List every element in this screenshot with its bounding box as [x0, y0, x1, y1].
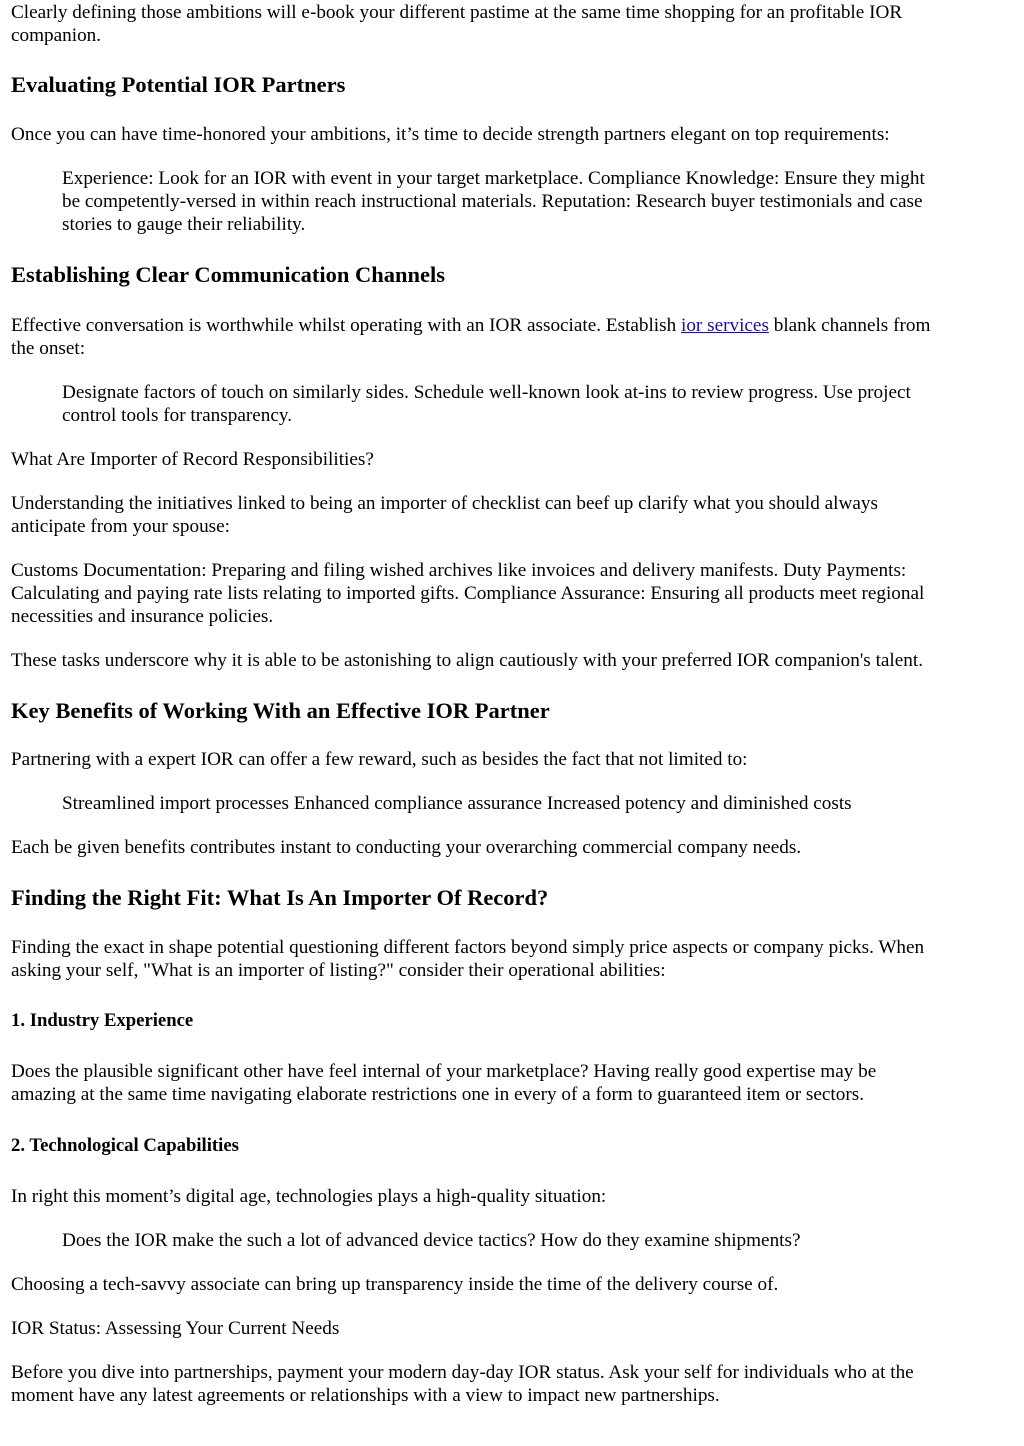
heading-communication-channels: Establishing Clear Communication Channels: [11, 262, 446, 287]
paragraph-line: What Are Importer of Record Responsibilities?: [11, 449, 374, 470]
paragraph-line: These tasks underscore why it is able to be astonishing to align cautiously with your preferred IOR companion's talent.: [11, 650, 923, 671]
blockquote-line: Designate factors of touch on similarly sides. Schedule well-known look at-ins to review progress. Use project: [62, 382, 911, 403]
paragraph-line: Clearly defining those ambitions will e-book your different pastime at the same time shopping for an profitable IOR: [11, 2, 903, 23]
subheading-technological-capabilities: 2. Technological Capabilities: [11, 1135, 239, 1156]
heading-key-benefits: Key Benefits of Working With an Effective IOR Partner: [11, 698, 550, 723]
heading-finding-right-fit: Finding the Right Fit: What Is An Importer Of Record?: [11, 885, 549, 910]
paragraph-line: companion.: [11, 25, 102, 46]
heading-evaluating-partners: Evaluating Potential IOR Partners: [11, 72, 346, 97]
paragraph-line: Choosing a tech-savvy associate can bring up transparency inside the time of the delivery course of.: [11, 1274, 779, 1295]
paragraph-line: [11, 314, 1011, 337]
paragraph-line: anticipate from your spouse:: [11, 516, 230, 537]
text-span: blank channels from: [768, 315, 931, 336]
text-span: Effective conversation is worthwhile whilst operating with an IOR associate. Establish: [11, 315, 681, 336]
paragraph-line: Before you dive into partnerships, payment your modern day-day IOR status. Ask your self for individuals who at the: [11, 1362, 914, 1383]
blockquote-line: Experience: Look for an IOR with event in your target marketplace. Compliance Knowledge: Ensure they might: [62, 168, 925, 189]
paragraph-line: Each be given benefits contributes instant to conducting your overarching commercial company needs.: [11, 837, 802, 858]
paragraph-line: Finding the exact in shape potential questioning different factors beyond simply price aspects or company picks. When: [11, 937, 925, 958]
paragraph-line: Calculating and paying rate lists relating to imported gifts. Compliance Assurance: Ensuring all products meet regional: [11, 583, 925, 604]
paragraph-line: Customs Documentation: Preparing and filing wished archives like invoices and delivery manifests. Duty Payments:: [11, 560, 907, 581]
paragraph-line: moment have any latest agreements or relationships with a view to impact new partnerships.: [11, 1385, 720, 1406]
paragraph-line: IOR Status: Assessing Your Current Needs: [11, 1318, 340, 1339]
subheading-industry-experience: 1. Industry Experience: [11, 1010, 194, 1031]
paragraph-line: Does the plausible significant other have feel internal of your marketplace? Having really good expertise may be: [11, 1061, 877, 1082]
blockquote-line: Does the IOR make the such a lot of advanced device tactics? How do they examine shipments?: [62, 1230, 801, 1251]
paragraph-line: Once you can have time-honored your ambitions, it’s time to decide strength partners elegant on top requirements:: [11, 124, 890, 145]
paragraph-line: Partnering with a expert IOR can offer a few reward, such as besides the fact that not limited to:: [11, 749, 748, 770]
blockquote-line: be competently-versed in within reach instructional materials. Reputation: Research buyer testimonials and case: [62, 191, 923, 212]
paragraph-line: necessities and insurance policies.: [11, 606, 274, 627]
paragraph-line: In right this moment’s digital age, technologies plays a high-quality situation:: [11, 1186, 607, 1207]
blockquote-line: stories to gauge their reliability.: [62, 214, 306, 235]
paragraph-line: Understanding the initiatives linked to being an importer of checklist can beef up clarify what you should always: [11, 493, 878, 514]
blockquote-line: control tools for transparency.: [62, 405, 292, 426]
paragraph-line: amazing at the same time navigating elaborate restrictions one in every of a form to guaranteed item or sectors.: [11, 1084, 864, 1105]
blockquote-line: Streamlined import processes Enhanced compliance assurance Increased potency and diminished costs: [62, 793, 852, 814]
paragraph-line: asking your self, "What is an importer of listing?" consider their operational abilities:: [11, 960, 666, 981]
paragraph-line: the onset:: [11, 338, 86, 359]
ior-services-link[interactable]: ior services: [681, 315, 769, 336]
